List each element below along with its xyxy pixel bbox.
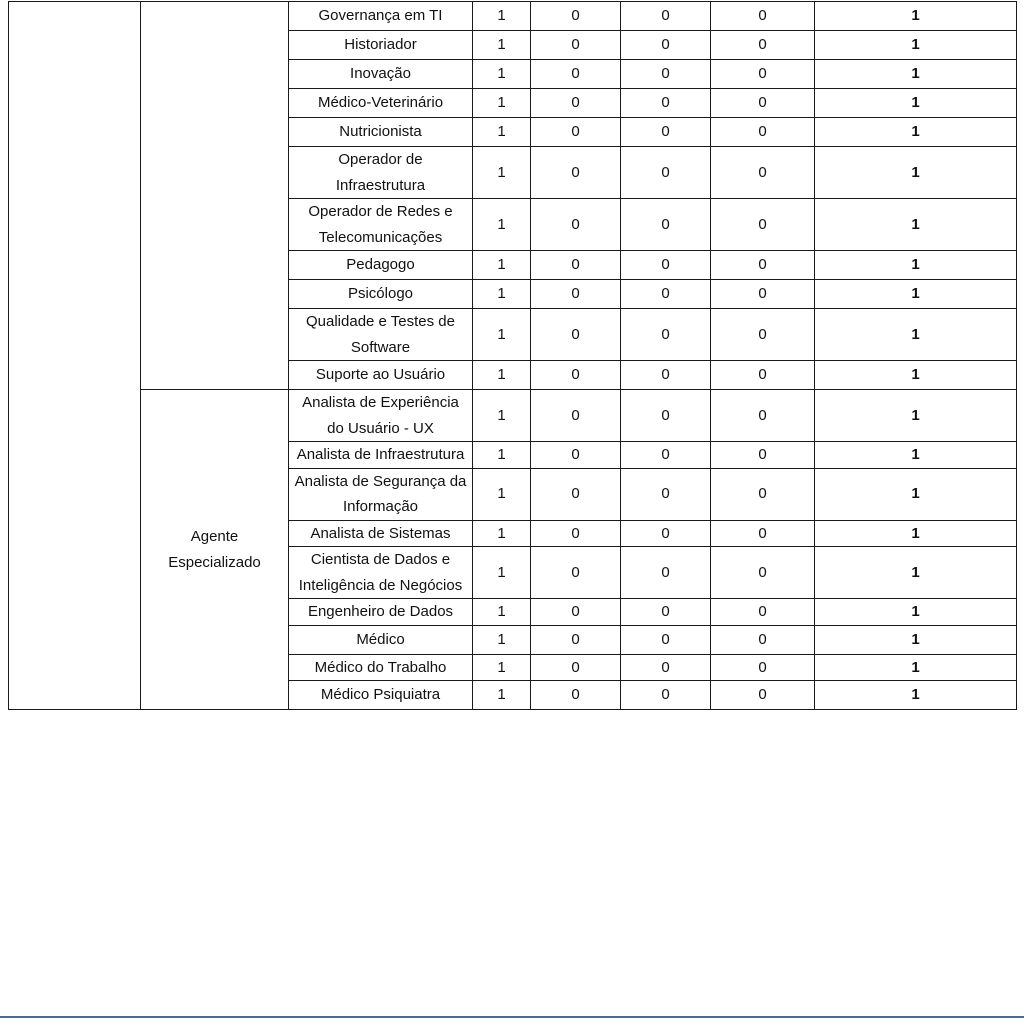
role-cell: Médico Psiquiatra [289,681,473,710]
value-cell: 0 [531,468,621,520]
value-cell: 1 [473,147,531,199]
total-cell: 1 [815,654,1017,681]
value-cell: 0 [711,2,815,31]
value-cell: 0 [531,199,621,251]
role-cell: Engenheiro de Dados [289,599,473,626]
total-cell: 1 [815,309,1017,361]
value-cell: 0 [711,199,815,251]
value-cell: 0 [531,654,621,681]
value-cell: 0 [621,251,711,280]
value-cell: 0 [711,547,815,599]
role-cell: Operador de Redes e Telecomunicações [289,199,473,251]
value-cell: 0 [531,60,621,89]
value-cell: 0 [621,31,711,60]
value-cell: 1 [473,654,531,681]
value-cell: 0 [711,681,815,710]
role-cell: Psicólogo [289,280,473,309]
value-cell: 0 [531,2,621,31]
value-cell: 1 [473,547,531,599]
value-cell: 0 [621,654,711,681]
group-label-cell [141,2,289,390]
value-cell: 1 [473,31,531,60]
value-cell: 0 [621,118,711,147]
value-cell: 0 [621,390,711,442]
value-cell: 0 [621,361,711,390]
value-cell: 0 [531,118,621,147]
value-cell: 1 [473,251,531,280]
value-cell: 1 [473,442,531,469]
total-cell: 1 [815,280,1017,309]
value-cell: 0 [531,599,621,626]
value-cell: 0 [711,390,815,442]
total-cell: 1 [815,361,1017,390]
total-cell: 1 [815,520,1017,547]
value-cell: 0 [531,520,621,547]
total-cell: 1 [815,625,1017,654]
role-cell: Suporte ao Usuário [289,361,473,390]
value-cell: 0 [711,468,815,520]
value-cell: 1 [473,390,531,442]
value-cell: 0 [531,89,621,118]
value-cell: 0 [711,60,815,89]
value-cell: 0 [531,251,621,280]
role-cell: Médico [289,625,473,654]
value-cell: 0 [621,309,711,361]
value-cell: 0 [711,31,815,60]
total-cell: 1 [815,118,1017,147]
value-cell: 1 [473,309,531,361]
value-cell: 0 [531,147,621,199]
role-cell: Qualidade e Testes de Software [289,309,473,361]
role-cell: Analista de Segurança da Informação [289,468,473,520]
vacancy-table [8,1,1017,710]
value-cell: 1 [473,89,531,118]
value-cell: 0 [621,147,711,199]
value-cell: 0 [621,280,711,309]
total-cell: 1 [815,468,1017,520]
value-cell: 1 [473,199,531,251]
total-cell: 1 [815,199,1017,251]
value-cell: 0 [711,280,815,309]
value-cell: 1 [473,625,531,654]
total-cell: 1 [815,251,1017,280]
value-cell: 0 [711,654,815,681]
value-cell: 1 [473,468,531,520]
value-cell: 0 [621,2,711,31]
value-cell: 1 [473,681,531,710]
role-cell: Médico-Veterinário [289,89,473,118]
value-cell: 0 [621,199,711,251]
value-cell: 0 [711,625,815,654]
value-cell: 1 [473,118,531,147]
value-cell: 0 [531,547,621,599]
role-cell: Operador de Infraestrutura [289,147,473,199]
role-cell: Cientista de Dados e Inteligência de Negócios [289,547,473,599]
value-cell: 0 [711,89,815,118]
total-cell: 1 [815,390,1017,442]
page-bottom-rule [0,1016,1024,1018]
left-margin-cell [9,2,141,710]
value-cell: 0 [531,280,621,309]
table-row [9,2,1017,31]
value-cell: 0 [621,89,711,118]
value-cell: 0 [711,442,815,469]
value-cell: 0 [711,118,815,147]
value-cell: 0 [711,520,815,547]
total-cell: 1 [815,60,1017,89]
total-cell: 1 [815,2,1017,31]
value-cell: 0 [621,442,711,469]
role-cell: Nutricionista [289,118,473,147]
value-cell: 0 [711,361,815,390]
value-cell: 0 [621,547,711,599]
value-cell: 1 [473,280,531,309]
value-cell: 1 [473,60,531,89]
total-cell: 1 [815,442,1017,469]
value-cell: 1 [473,520,531,547]
value-cell: 0 [621,60,711,89]
total-cell: 1 [815,547,1017,599]
role-cell: Analista de Sistemas [289,520,473,547]
role-cell: Pedagogo [289,251,473,280]
value-cell: 0 [531,625,621,654]
value-cell: 0 [621,681,711,710]
value-cell: 1 [473,2,531,31]
role-cell: Médico do Trabalho [289,654,473,681]
role-cell: Inovação [289,60,473,89]
value-cell: 0 [531,681,621,710]
value-cell: 0 [711,251,815,280]
total-cell: 1 [815,599,1017,626]
total-cell: 1 [815,681,1017,710]
value-cell: 1 [473,599,531,626]
value-cell: 0 [621,625,711,654]
value-cell: 0 [711,309,815,361]
value-cell: 0 [621,599,711,626]
value-cell: 0 [531,309,621,361]
value-cell: 0 [621,520,711,547]
value-cell: 0 [711,599,815,626]
value-cell: 0 [621,468,711,520]
table-row [9,390,1017,442]
role-cell: Analista de Experiência do Usuário - UX [289,390,473,442]
value-cell: 0 [531,361,621,390]
total-cell: 1 [815,31,1017,60]
value-cell: 0 [531,390,621,442]
value-cell: 1 [473,361,531,390]
group-label-cell: Agente Especializado [141,390,289,710]
value-cell: 0 [531,31,621,60]
value-cell: 0 [711,147,815,199]
role-cell: Governança em TI [289,2,473,31]
role-cell: Historiador [289,31,473,60]
total-cell: 1 [815,89,1017,118]
value-cell: 0 [531,442,621,469]
total-cell: 1 [815,147,1017,199]
role-cell: Analista de Infraestrutura [289,442,473,469]
